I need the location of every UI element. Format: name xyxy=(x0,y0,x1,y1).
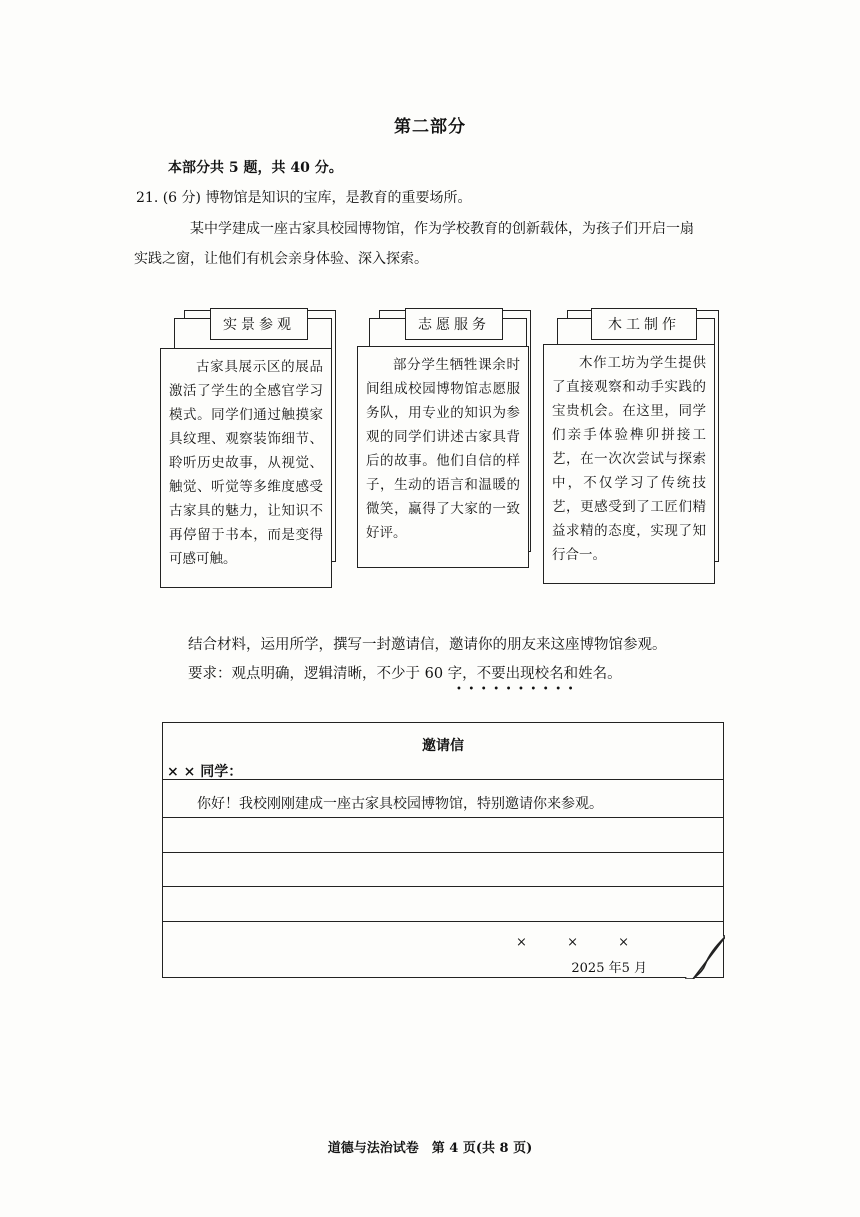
part-title: 第二部分 xyxy=(394,117,466,137)
task-requirements: 要求：观点明确，逻辑清晰，不少于 60 字，不要出现校名和姓名。 xyxy=(188,666,622,682)
writing-line xyxy=(163,779,723,780)
invitation-letter-box xyxy=(162,722,724,978)
letter-date: 2025 年5 月 xyxy=(571,961,647,976)
card-site-visit xyxy=(160,300,340,600)
part-intro: 本部分共 5 题，共 40 分。 xyxy=(168,160,343,176)
writing-line xyxy=(163,886,723,887)
question-text-line1: 某中学建成一座古家具校园博物馆，作为学校教育的创新载体，为孩子们开启一扇 xyxy=(190,221,694,237)
letter-first-line: 你好！我校刚刚建成一座古家具校园博物馆，特别邀请你来参观。 xyxy=(197,796,603,812)
question-header: 21. (6 分) 博物馆是知识的宝库，是教育的重要场所。 xyxy=(136,190,472,206)
emphasis-dots: •••••••••• xyxy=(456,684,580,695)
card-title: 实景参观 xyxy=(210,308,308,340)
page-curl-icon xyxy=(685,935,725,979)
letter-title: 邀请信 xyxy=(422,738,464,754)
card-volunteer xyxy=(355,300,535,600)
letter-salutation: × × 同学： xyxy=(167,764,243,780)
card-body: 木作工坊为学生提供了直接观察和动手实践的宝贵机会。在这里，同学们亲手体验榫卯拼接工艺，在一次次尝试与探索中，不仅学习了传统技艺，更感受到了工匠们精益求精的态度，实现了知行合一。 xyxy=(543,344,715,584)
letter-signature: × × × xyxy=(516,935,647,950)
card-title: 志愿服务 xyxy=(405,308,503,340)
card-woodwork xyxy=(543,300,723,600)
writing-line xyxy=(163,852,723,853)
card-title: 木工制作 xyxy=(591,308,697,340)
writing-line xyxy=(163,817,723,818)
page-footer: 道德与法治试卷 第 4 页(共 8 页) xyxy=(327,1141,533,1156)
card-body: 部分学生牺牲课余时间组成校园博物馆志愿服务队，用专业的知识为参观的同学们讲述古家具背后的故事。他们自信的样子，生动的语言和温暖的微笑，赢得了大家的一致好评。 xyxy=(357,346,529,568)
card-body: 古家具展示区的展品激活了学生的全感官学习模式。同学们通过触摸家具纹理、观察装饰细节、聆听历史故事，从视觉、触觉、听觉等多维度感受古家具的魅力，让知识不再停留于书本，而是变得可感可触。 xyxy=(160,348,332,588)
task-instruction: 结合材料，运用所学，撰写一封邀请信，邀请你的朋友来这座博物馆参观。 xyxy=(188,637,667,653)
question-text xyxy=(134,214,762,274)
question-text-line2: 实践之窗，让他们有机会亲身体验、深入探索。 xyxy=(134,251,428,267)
writing-line xyxy=(163,921,723,922)
